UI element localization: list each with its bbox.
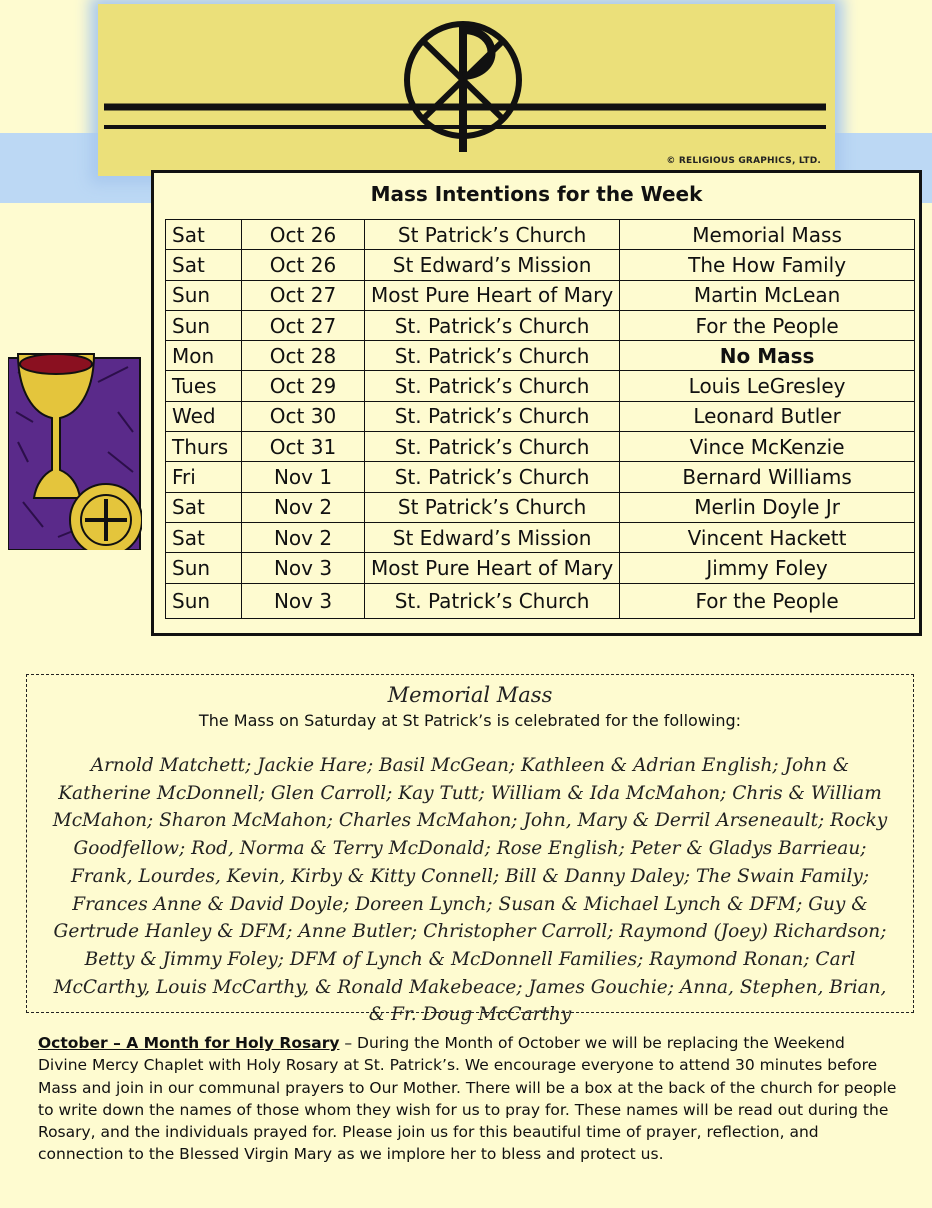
- cell-day: Sat: [166, 492, 242, 522]
- cell-intention: No Mass: [620, 341, 915, 371]
- cell-intention: Vincent Hackett: [620, 522, 915, 552]
- cell-church: St. Patrick’s Church: [365, 371, 620, 401]
- cell-church: St Patrick’s Church: [365, 220, 620, 250]
- cell-date: Nov 3: [242, 553, 365, 583]
- rosary-heading: October – A Month for Holy Rosary: [38, 1034, 340, 1052]
- cell-date: Oct 29: [242, 371, 365, 401]
- chalice-icon: [8, 352, 142, 550]
- cell-day: Fri: [166, 462, 242, 492]
- table-row: [166, 553, 915, 583]
- table-row: [166, 432, 915, 462]
- memorial-mass-box: [26, 674, 914, 1026]
- cell-intention: For the People: [620, 310, 915, 340]
- chi-rho-icon: [98, 4, 835, 176]
- cell-church: St Edward’s Mission: [365, 522, 620, 552]
- cell-date: Oct 26: [242, 250, 365, 280]
- mass-intentions-table: [165, 219, 915, 619]
- cell-church: Most Pure Heart of Mary: [365, 280, 620, 310]
- cell-church: St. Patrick’s Church: [365, 462, 620, 492]
- table-row: [166, 401, 915, 431]
- cell-day: Sun: [166, 310, 242, 340]
- table-row: [166, 462, 915, 492]
- cell-date: Oct 27: [242, 280, 365, 310]
- cell-church: St. Patrick’s Church: [365, 401, 620, 431]
- cell-church: St Edward’s Mission: [365, 250, 620, 280]
- cell-day: Sun: [166, 280, 242, 310]
- header-banner: [98, 4, 835, 176]
- cell-date: Nov 2: [242, 522, 365, 552]
- cell-day: Sun: [166, 553, 242, 583]
- table-row: [166, 583, 915, 618]
- cell-church: St. Patrick’s Church: [365, 310, 620, 340]
- cell-day: Sun: [166, 583, 242, 618]
- memorial-title: Memorial Mass: [387, 683, 553, 707]
- cell-date: Oct 30: [242, 401, 365, 431]
- cell-day: Sat: [166, 250, 242, 280]
- cell-intention: Memorial Mass: [620, 220, 915, 250]
- cell-date: Oct 28: [242, 341, 365, 371]
- cell-church: Most Pure Heart of Mary: [365, 553, 620, 583]
- cell-day: Tues: [166, 371, 242, 401]
- table-row: [166, 522, 915, 552]
- cell-intention: The How Family: [620, 250, 915, 280]
- table-row: [166, 220, 915, 250]
- cell-intention: Louis LeGresley: [620, 371, 915, 401]
- cell-intention: Bernard Williams: [620, 462, 915, 492]
- cell-day: Sat: [166, 522, 242, 552]
- cell-day: Mon: [166, 341, 242, 371]
- table-row: [166, 341, 915, 371]
- cell-date: Oct 31: [242, 432, 365, 462]
- table-row: [166, 310, 915, 340]
- mass-intentions-title: Mass Intentions for the Week: [370, 182, 703, 206]
- cell-intention: For the People: [620, 583, 915, 618]
- cell-church: St. Patrick’s Church: [365, 341, 620, 371]
- rosary-notice: [38, 1032, 898, 1166]
- table-row: [166, 280, 915, 310]
- cell-date: Nov 1: [242, 462, 365, 492]
- cell-intention: Vince McKenzie: [620, 432, 915, 462]
- mass-intentions-box: [151, 170, 922, 636]
- cell-church: St. Patrick’s Church: [365, 432, 620, 462]
- copyright-text: © RELIGIOUS GRAPHICS, LTD.: [666, 156, 821, 166]
- cell-day: Thurs: [166, 432, 242, 462]
- memorial-subtitle: The Mass on Saturday at St Patrick’s is celebrated for the following:: [198, 711, 742, 730]
- cell-date: Nov 3: [242, 583, 365, 618]
- cell-church: St. Patrick’s Church: [365, 583, 620, 618]
- cell-day: Sat: [166, 220, 242, 250]
- table-row: [166, 250, 915, 280]
- cell-intention: Martin McLean: [620, 280, 915, 310]
- cell-intention: Jimmy Foley: [620, 553, 915, 583]
- cell-intention: Leonard Butler: [620, 401, 915, 431]
- table-row: [166, 492, 915, 522]
- cell-church: St Patrick’s Church: [365, 492, 620, 522]
- memorial-names: Arnold Matchett; Jackie Hare; Basil McGean; Kathleen & Adrian English; John & Katherine McDonnell; Glen Carroll; Kay Tutt; William & Ida McMahon; Chris & William McMahon; Sharon McMahon; Charles McMahon; John, Mary & Derril Arseneault; Rocky Goodfellow; Rod, Norma & Terry McDonald; Rose English; Peter & Gladys Barrieau; Frank, Lourdes, Kevin, Kirby & Kitty Connell; Bill & Danny Daley; The Swain Family; Frances Anne & David Doyle; Doreen Lynch; Susan & Michael Lynch & DFM; Guy & Gertrude Hanley & DFM; Anne Butler; Christopher Carroll; Raymond (Joey) Richardson; Betty & Jimmy Foley; DFM of Lynch & McDonnell Families; Raymond Ronan; Carl McCarthy, Louis McCarthy, & Ronald Makebeace; James Gouchie; Anna, Stephen, Brian, & Fr. Doug McCarthy: [52, 755, 888, 1026]
- cell-date: Nov 2: [242, 492, 365, 522]
- cell-day: Wed: [166, 401, 242, 431]
- cell-intention: Merlin Doyle Jr: [620, 492, 915, 522]
- table-row: [166, 371, 915, 401]
- rosary-body: – During the Month of October we will be replacing the Weekend Divine Mercy Chaplet with Holy Rosary at St. Patrick’s. We encourage everyone to attend 30 minutes before Mass and join in our communal prayers to Our Mother. There will be a box at the back of the church for people to write down the names of those whom they wish for us to pray for. These names will be read out during the Rosary, and the individuals prayed for. Please join us for this beautiful time of prayer, reflection, and connection to the Blessed Virgin Mary as we implore her to bless and protect us.: [38, 1034, 897, 1164]
- cell-date: Oct 26: [242, 220, 365, 250]
- cell-date: Oct 27: [242, 310, 365, 340]
